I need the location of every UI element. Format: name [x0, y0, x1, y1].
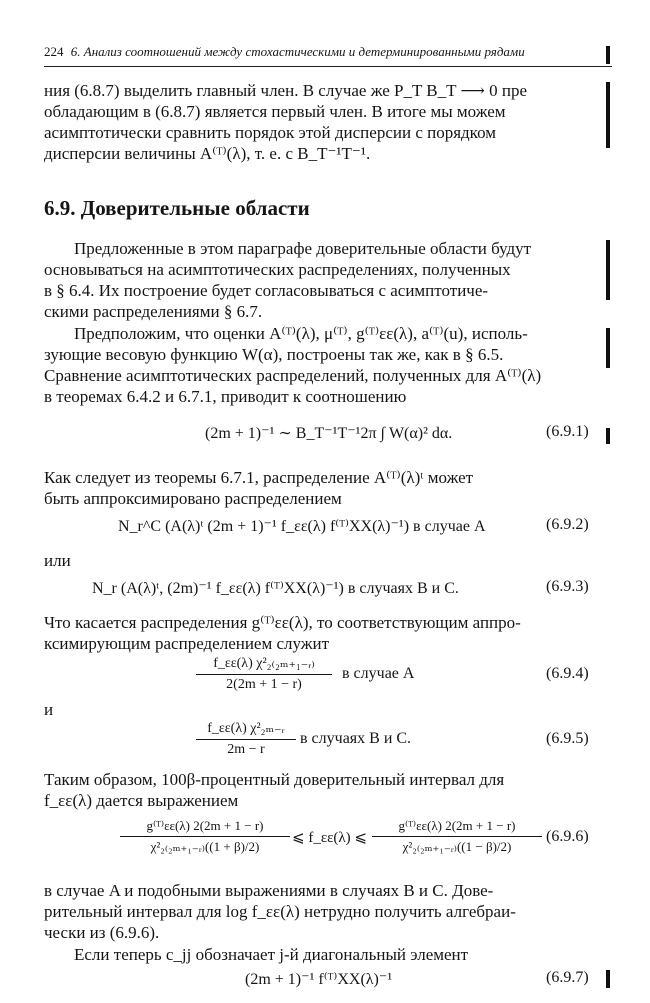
text-line: быть аппроксимировано распределением: [44, 489, 342, 508]
equation-number: (6.9.5): [546, 730, 589, 747]
scan-edge-mark: [606, 970, 610, 988]
text-line: в случае A и подобными выражениями в случаях B и C. Дове-: [44, 881, 494, 900]
text-line: скими распределениями § 6.7.: [44, 302, 263, 321]
scan-edge-mark: [606, 46, 610, 64]
text-line: f_εε(λ) дается выражением: [44, 791, 239, 810]
text-line: в теоремах 6.4.2 и 6.7.1, приводит к соотношению: [44, 387, 407, 406]
fraction-denominator: 2(2m + 1 − r): [226, 677, 302, 692]
text-line: ния (6.8.7) выделить главный член. В случае же P_T B_T ⟶ 0 пре: [44, 81, 527, 100]
fraction-denominator: χ²₂₍₂ₘ₊₁₋ᵣ₎((1 + β)/2): [150, 839, 260, 854]
text-line: рительный интервал для log f_εε(λ) нетрудно получить алгебраи-: [44, 902, 516, 921]
text-line: Если теперь c_jj обозначает j-й диагональный элемент: [74, 945, 469, 964]
text-line: чески из (6.9.6).: [44, 923, 160, 942]
running-title: 6. Анализ соотношений между стохастическими и детерминированными рядами: [70, 44, 525, 59]
text-line: Предложенные в этом параграфе доверительные области будут: [74, 239, 532, 258]
text-line: Что касается распределения g⁽ᵀ⁾εε(λ), то соответствующим аппро-: [44, 613, 521, 632]
fraction-6-9-5: [196, 720, 296, 758]
equation-number: (6.9.6): [546, 828, 589, 845]
text-line: основываться на асимптотических распределениях, полученных: [44, 260, 511, 279]
fraction-numerator: g⁽ᵀ⁾εε(λ) 2(2m + 1 − r): [372, 818, 542, 837]
equation-6-9-2: N_r^C (A(λ)ᵗ (2m + 1)⁻¹ f_εε(λ) f⁽ᵀ⁾XX(λ)⁻¹) в случае A: [118, 518, 486, 535]
equation-number: (6.9.1): [546, 423, 589, 440]
fraction-numerator: f_εε(λ) χ²₂₍₂ₘ₊₁₋ᵣ₎: [196, 655, 332, 675]
fraction-denominator: 2m − r: [227, 742, 265, 757]
text-line: обладающим в (6.8.7) является первый член. В итоге мы можем: [44, 102, 506, 121]
inequality-middle: ⩽ f_εε(λ) ⩽: [292, 830, 367, 846]
fraction-left: [120, 818, 290, 855]
fraction-6-9-4: [196, 655, 332, 693]
text-line: зующие весовую функцию W(α), построены так же, как в § 6.5.: [44, 345, 504, 364]
equation-number: (6.9.4): [546, 665, 589, 682]
fraction-denominator: χ²₂₍₂ₘ₊₁₋ᵣ₎((1 − β)/2): [402, 839, 512, 854]
fraction-numerator: g⁽ᵀ⁾εε(λ) 2(2m + 1 − r): [120, 818, 290, 837]
text-line: Сравнение асимптотических распределений, полученных для A⁽ᵀ⁾(λ): [44, 366, 542, 385]
text-line: Предположим, что оценки A⁽ᵀ⁾(λ), μ⁽ᵀ⁾, g⁽ᵀ⁾εε(λ), a⁽ᵀ⁾(u), исполь-: [74, 324, 528, 343]
page-number: 224: [44, 44, 64, 59]
text-line: Таким образом, 100β-процентный доверительный интервал для: [44, 770, 505, 789]
scan-edge-mark: [606, 328, 610, 368]
fraction-right: [372, 818, 542, 855]
header-rule: [44, 66, 612, 67]
text-line: ксимирующим распределением служит: [44, 634, 330, 653]
equation-number: (6.9.7): [546, 969, 589, 986]
fraction-numerator: f_εε(λ) χ²₂ₘ₋ᵣ: [196, 720, 296, 740]
equation-6-9-1: (2m + 1)⁻¹ ∼ B_T⁻¹T⁻¹2π ∫ W(α)² dα.: [205, 425, 453, 442]
equation-6-9-3: N_r (A(λ)ᵗ, (2m)⁻¹ f_εε(λ) f⁽ᵀ⁾XX(λ)⁻¹) в случаях B и C.: [92, 580, 459, 597]
scan-edge-mark: [606, 240, 610, 300]
text-line: или: [44, 551, 71, 570]
scan-edge-mark: [606, 428, 610, 444]
text-line: дисперсии величины A⁽ᵀ⁾(λ), т. е. с B_T⁻¹T⁻¹.: [44, 144, 371, 163]
running-header: [44, 44, 525, 60]
equation-tail: в случае A: [342, 665, 415, 682]
text-line: в § 6.4. Их построение будет согласовываться с асимптотиче-: [44, 281, 489, 300]
equation-tail: в случаях B и C.: [300, 730, 412, 747]
equation-6-9-7: (2m + 1)⁻¹ f⁽ᵀ⁾XX(λ)⁻¹: [245, 971, 393, 988]
text-line: Как следует из теоремы 6.7.1, распределение A⁽ᵀ⁾(λ)ᵗ может: [44, 468, 474, 487]
text-line: и: [44, 700, 54, 719]
scan-edge-mark: [606, 82, 610, 148]
equation-number: (6.9.2): [546, 516, 589, 533]
equation-number: (6.9.3): [546, 578, 589, 595]
text-line: асимптотически сравнить порядок этой дисперсии с порядком: [44, 123, 497, 142]
section-title: 6.9. Доверительные области: [44, 196, 310, 220]
